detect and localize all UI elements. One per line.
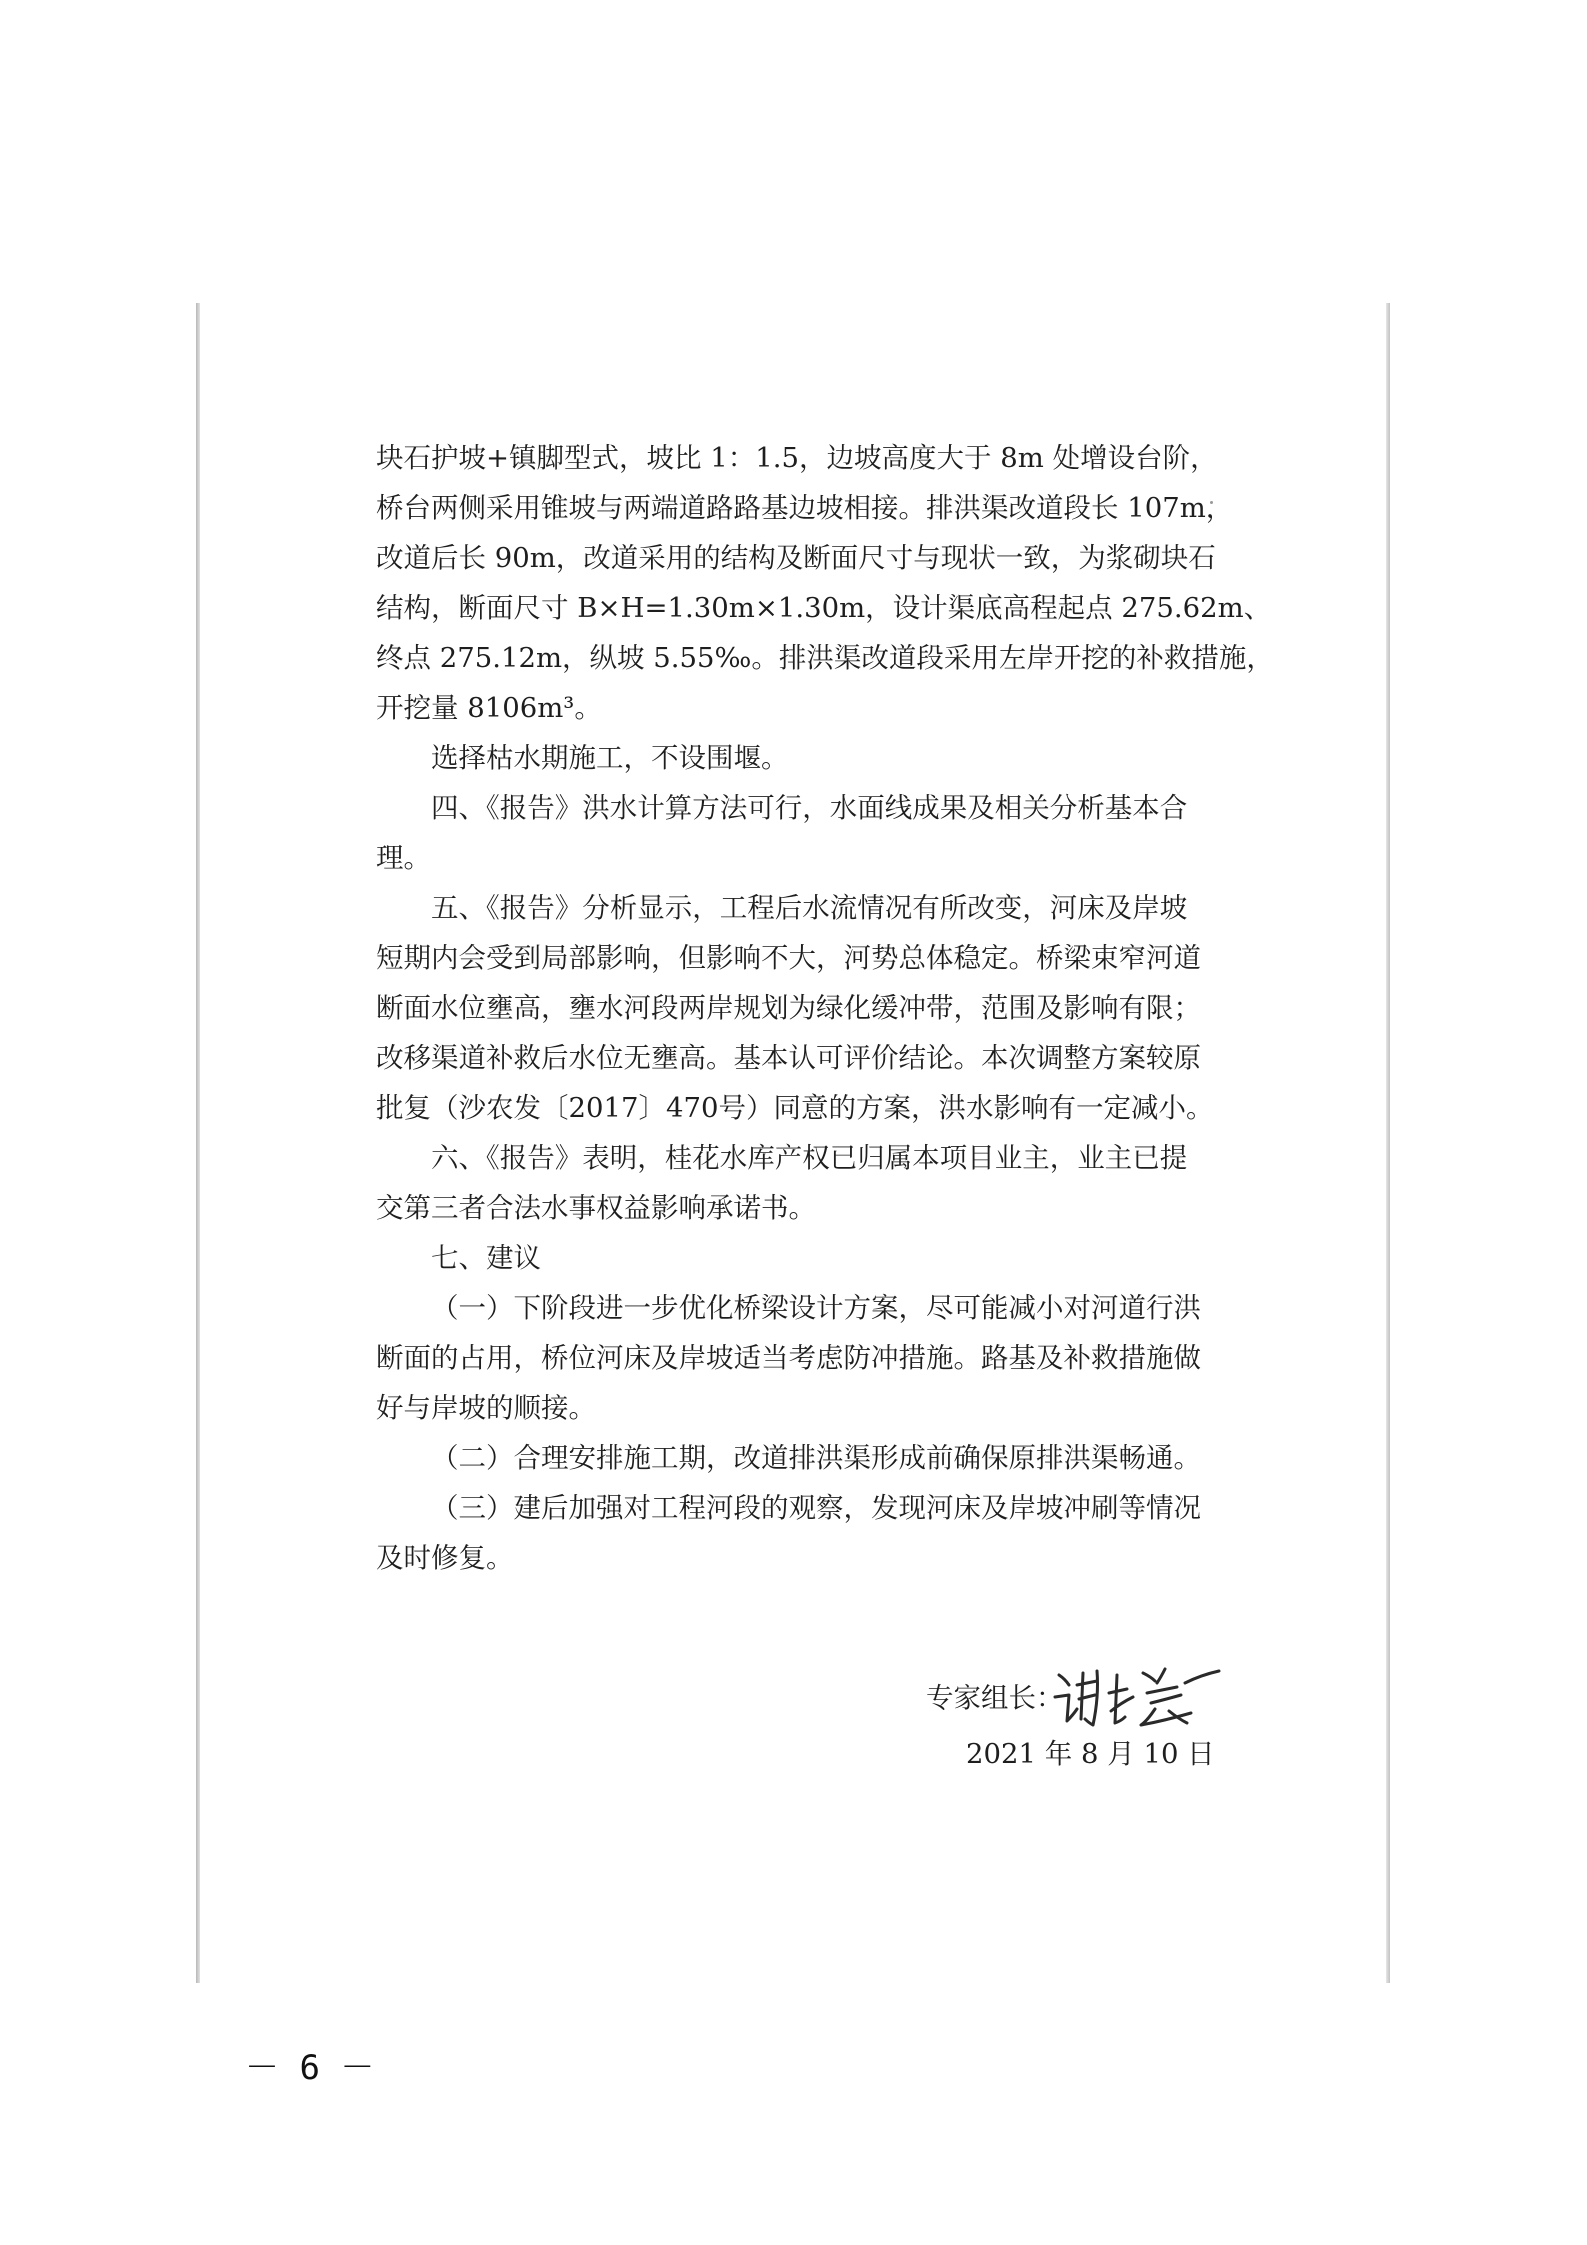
text-line: 终点 275.12m，纵坡 5.55‰。排洪渠改道段采用左岸开挖的补救措施，	[376, 642, 1274, 674]
suggestion-one	[376, 1283, 1216, 1433]
text-line: 理。	[376, 842, 431, 874]
text-line: 块石护坡+镇脚型式，坡比 1：1.5，边坡高度大于 8m 处增设台阶，	[376, 442, 1218, 474]
text-line: 交第三者合法水事权益影响承诺书。	[376, 1192, 816, 1224]
paragraph-item-five	[376, 883, 1216, 1133]
paragraph-item-six	[376, 1133, 1216, 1233]
text-line: 改道后长 90m，改道采用的结构及断面尺寸与现状一致，为浆砌块石	[376, 542, 1216, 574]
text-line: 五、《报告》分析显示，工程后水流情况有所改变，河床及岸坡	[431, 892, 1188, 924]
text-line: 桥台两侧采用锥坡与两端道路路基边坡相接。排洪渠改道段长 107m，	[376, 492, 1234, 524]
text-line: 七、建议	[431, 1242, 541, 1274]
text-line: 四、《报告》洪水计算方法可行，水面线成果及相关分析基本合	[431, 792, 1188, 824]
section-heading-suggestions	[376, 1233, 1216, 1283]
handwritten-signature	[1051, 1663, 1231, 1733]
text-line: 六、《报告》表明，桂花水库产权已归属本项目业主，业主已提	[431, 1142, 1188, 1174]
scan-left-edge	[196, 303, 200, 1983]
paragraph-construction-period	[376, 733, 1216, 783]
text-line: （三）建后加强对工程河段的观察，发现河床及岸坡冲刷等情况	[431, 1492, 1201, 1524]
signature-name-text: 谢艺	[1051, 1663, 1053, 1664]
paragraph-construction-details	[376, 433, 1274, 733]
signature-label: 专家组长：	[926, 1682, 1064, 1714]
text-line: 选择枯水期施工，不设围堰。	[431, 742, 789, 774]
signature-block	[926, 1663, 1246, 1813]
text-line: 及时修复。	[376, 1542, 514, 1574]
scan-right-edge	[1386, 303, 1390, 1983]
text-line: 开挖量 8106m³。	[376, 692, 602, 724]
text-line: 结构，断面尺寸 B×H=1.30m×1.30m，设计渠底高程起点 275.62m、	[376, 592, 1272, 624]
text-line: 批复（沙农发〔2017〕470号）同意的方案，洪水影响有一定减小。	[376, 1092, 1214, 1124]
text-line: 好与岸坡的顺接。	[376, 1392, 596, 1424]
text-line: 断面的占用，桥位河床及岸坡适当考虑防冲措施。路基及补救措施做	[376, 1342, 1201, 1374]
text-line: （二）合理安排施工期，改道排洪渠形成前确保原排洪渠畅通。	[431, 1442, 1201, 1474]
text-line: （一）下阶段进一步优化桥梁设计方案，尽可能减小对河道行洪	[431, 1292, 1201, 1324]
paragraph-item-four	[376, 783, 1216, 883]
body-text	[376, 433, 1274, 1583]
text-line: 短期内会受到局部影响，但影响不大，河势总体稳定。桥梁束窄河道	[376, 942, 1201, 974]
suggestion-two	[376, 1433, 1216, 1483]
signature-date: 2021 年 8 月 10 日	[966, 1738, 1215, 1770]
text-line: 断面水位壅高，壅水河段两岸规划为绿化缓冲带，范围及影响有限；	[376, 992, 1201, 1024]
text-line: 改移渠道补救后水位无壅高。基本认可评价结论。本次调整方案较原	[376, 1042, 1201, 1074]
page-number: － 6 －	[245, 2048, 375, 2088]
suggestion-three	[376, 1483, 1216, 1583]
scanned-page	[196, 303, 1390, 1983]
